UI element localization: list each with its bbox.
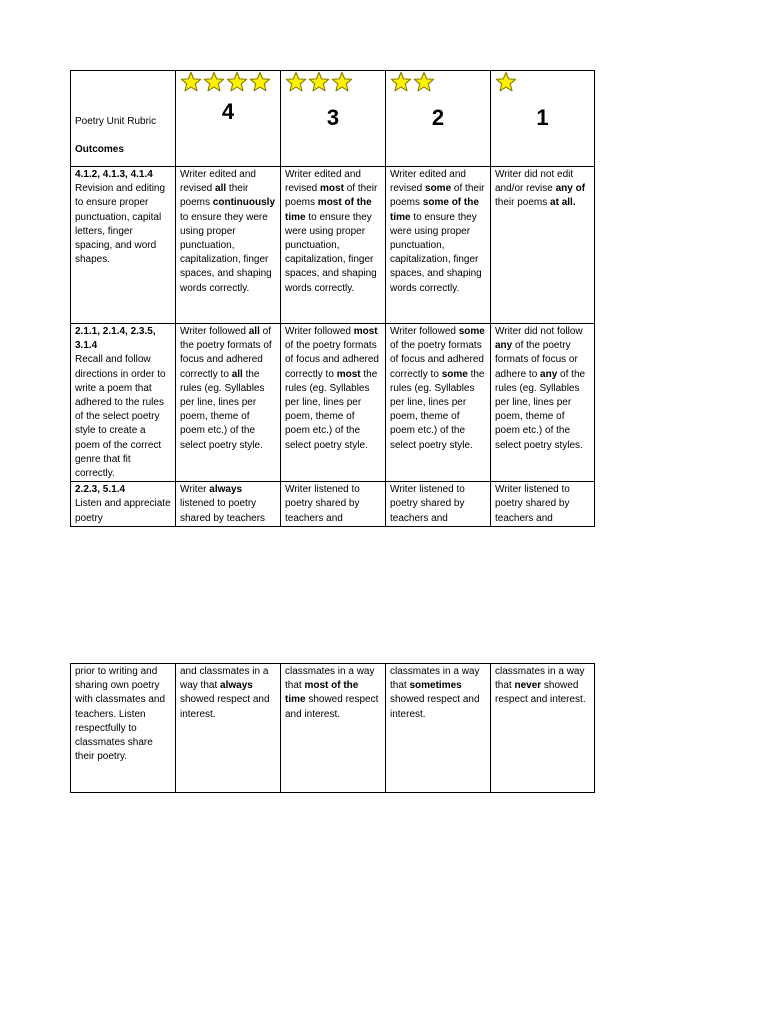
outcome-description: Revision and editing to ensure proper punctuation, capital letters, finger spacing, and word shapes. [75,183,166,266]
level-1-header [491,71,595,167]
rubric-table-continuation [70,663,595,793]
outcome-description: Listen and appreciate poetry [75,498,171,524]
criteria-cell [176,167,281,324]
criteria-cell [491,324,595,482]
star-icon [331,71,353,93]
criteria-text: the rules (eg. Syllables per line, lines per poem, theme of poem etc.) of the select poetry style. [180,368,265,451]
star-icon [390,71,412,93]
level-2-header [386,71,491,167]
outcome-cell [71,482,176,527]
criteria-text: Writer followed [390,326,459,337]
criteria-text: showed respect and interest. [495,680,586,706]
emphasis-text: some [425,183,452,195]
criteria-cell [176,482,281,527]
emphasis-text: continuously [212,197,276,209]
criteria-text: to ensure they were using proper punctuation, capitalization, finger spaces, and shaping words correctly. [180,211,272,294]
criteria-text: classmates in a way that [495,666,585,692]
criteria-cell [386,664,491,793]
criteria-text: Writer followed [285,326,354,337]
criteria-text: of the poetry formats of focus and adhered correctly to [390,340,484,380]
star-icon [226,71,248,93]
criteria-cell [491,664,595,793]
criteria-cell [281,482,386,527]
criteria-cell [386,482,491,527]
criteria-text: Writer did not follow [495,326,583,337]
star-icon [249,71,271,93]
outcome-codes: 4.1.2, 4.1.3, 4.1.4 [75,169,153,180]
criteria-text: of the poetry formats of focus or adhere to [495,340,578,380]
outcome-cell [71,664,176,793]
star-icon [203,71,225,93]
outcome-codes: 2.2.3, 5.1.4 [75,484,126,496]
criteria-cell [281,664,386,793]
star-icon [180,71,202,93]
criteria-text: Writer listened to poetry shared by teachers and [285,484,360,524]
criteria-cell [281,324,386,482]
star-icon [285,71,307,93]
criteria-text: their poems [495,197,551,209]
star-icon [495,71,517,93]
criteria-cell [281,167,386,324]
star-rating [390,71,436,95]
level-number: 3 [326,105,340,130]
level-number: 2 [431,105,445,130]
criteria-cell [386,324,491,482]
criteria-text: Writer [180,484,210,496]
outcome-description: prior to writing and sharing own poetry with classmates and teachers. Listen respectfully to classmates share their poetry. [75,666,166,763]
star-rating [285,71,354,95]
criteria-text: of the poetry formats of focus and adhered correctly to [285,340,379,380]
criteria-text: of the rules (eg. Syllables per line, lines per poem, theme of poem etc.) of the select poetry styles. [495,368,586,451]
criteria-text: the rules (eg. Syllables per line, lines per poem, theme of poem etc.) of the select poetry style. [390,368,485,451]
criteria-text: Writer edited and revised [180,169,256,195]
criteria-text: Writer edited and revised [285,169,361,195]
criteria-text: to ensure they were using proper punctuation, capitalization, finger spaces, and shaping words correctly. [390,211,482,294]
rubric-row-formats [71,324,595,482]
criteria-text: of their poems [390,183,485,209]
level-number: 4 [221,99,235,124]
criteria-text: classmates in a way that [285,666,375,692]
emphasis-text: never [514,680,542,692]
emphasis-text: some [458,326,485,337]
criteria-text: showed respect and interest. [390,694,480,720]
header-label-cell [71,71,176,167]
emphasis-text: most of the time [285,680,359,706]
outcome-cell [71,324,176,482]
level-3-header [281,71,386,167]
criteria-text: the rules (eg. Syllables per line, lines per poem, theme of poem etc.) of the select poetry style. [285,368,378,451]
outcome-description: Recall and follow directions in order to write a poem that adhered to the rules of the select poetry style to create a poem of the correct genre that fit correctly. [75,354,166,480]
criteria-text: Writer listened to poetry shared by teachers and [495,484,570,524]
emphasis-text: all [215,183,227,195]
star-rating [180,71,272,95]
criteria-text: of their poems [285,183,378,209]
star-icon [413,71,435,93]
criteria-cell [491,167,595,324]
emphasis-text: most of the time [285,197,372,223]
level-number: 1 [536,105,549,130]
emphasis-text: most [336,368,361,380]
outcome-cell [71,167,176,324]
rubric-table-page-part [70,70,595,527]
criteria-cell [491,482,595,527]
emphasis-text: any [540,368,558,380]
star-rating [495,71,518,95]
star-icon [308,71,330,93]
criteria-text: showed respect and interest. [285,694,379,720]
rubric-row-listening [71,482,595,527]
criteria-text: of the poetry formats of focus and adhered correctly to [180,326,272,380]
criteria-text: showed respect and interest. [180,694,270,720]
header-row [71,71,595,167]
emphasis-text: any of [555,183,586,195]
emphasis-text: all [231,368,243,380]
criteria-text: Writer edited and revised [390,169,466,195]
outcome-codes: 2.1.1, 2.1.4, 2.3.5, 3.1.4 [75,326,156,352]
emphasis-text: sometimes [409,680,462,692]
emphasis-text: at all. [550,197,576,209]
emphasis-text: any [495,340,513,352]
criteria-text: Writer listened to poetry shared by teachers and [390,484,465,524]
criteria-text: listened to poetry shared by teachers [180,498,266,524]
criteria-text: and classmates in a way that [180,666,269,692]
outcomes-heading: Outcomes [75,144,124,155]
emphasis-text: all [248,326,260,337]
rubric-row-listening-continued [71,664,595,793]
rubric-row-revision [71,167,595,324]
criteria-cell [176,324,281,482]
criteria-text: Writer followed [180,326,249,337]
criteria-cell [386,167,491,324]
emphasis-text: always [209,484,243,496]
emphasis-text: most [320,183,344,195]
emphasis-text: some [441,368,468,380]
emphasis-text: some of the time [390,197,479,223]
criteria-cell [176,664,281,793]
rubric-title: Poetry Unit Rubric [75,116,157,127]
emphasis-text: always [220,680,253,692]
criteria-text: classmates in a way that [390,666,480,692]
level-4-header [176,71,281,167]
criteria-text: to ensure they were using proper punctuation, capitalization, finger spaces, and shaping words correctly. [285,211,377,294]
criteria-text: their poems [180,183,249,209]
criteria-text: Writer did not edit and/or revise [495,169,574,195]
emphasis-text: most [353,326,378,337]
